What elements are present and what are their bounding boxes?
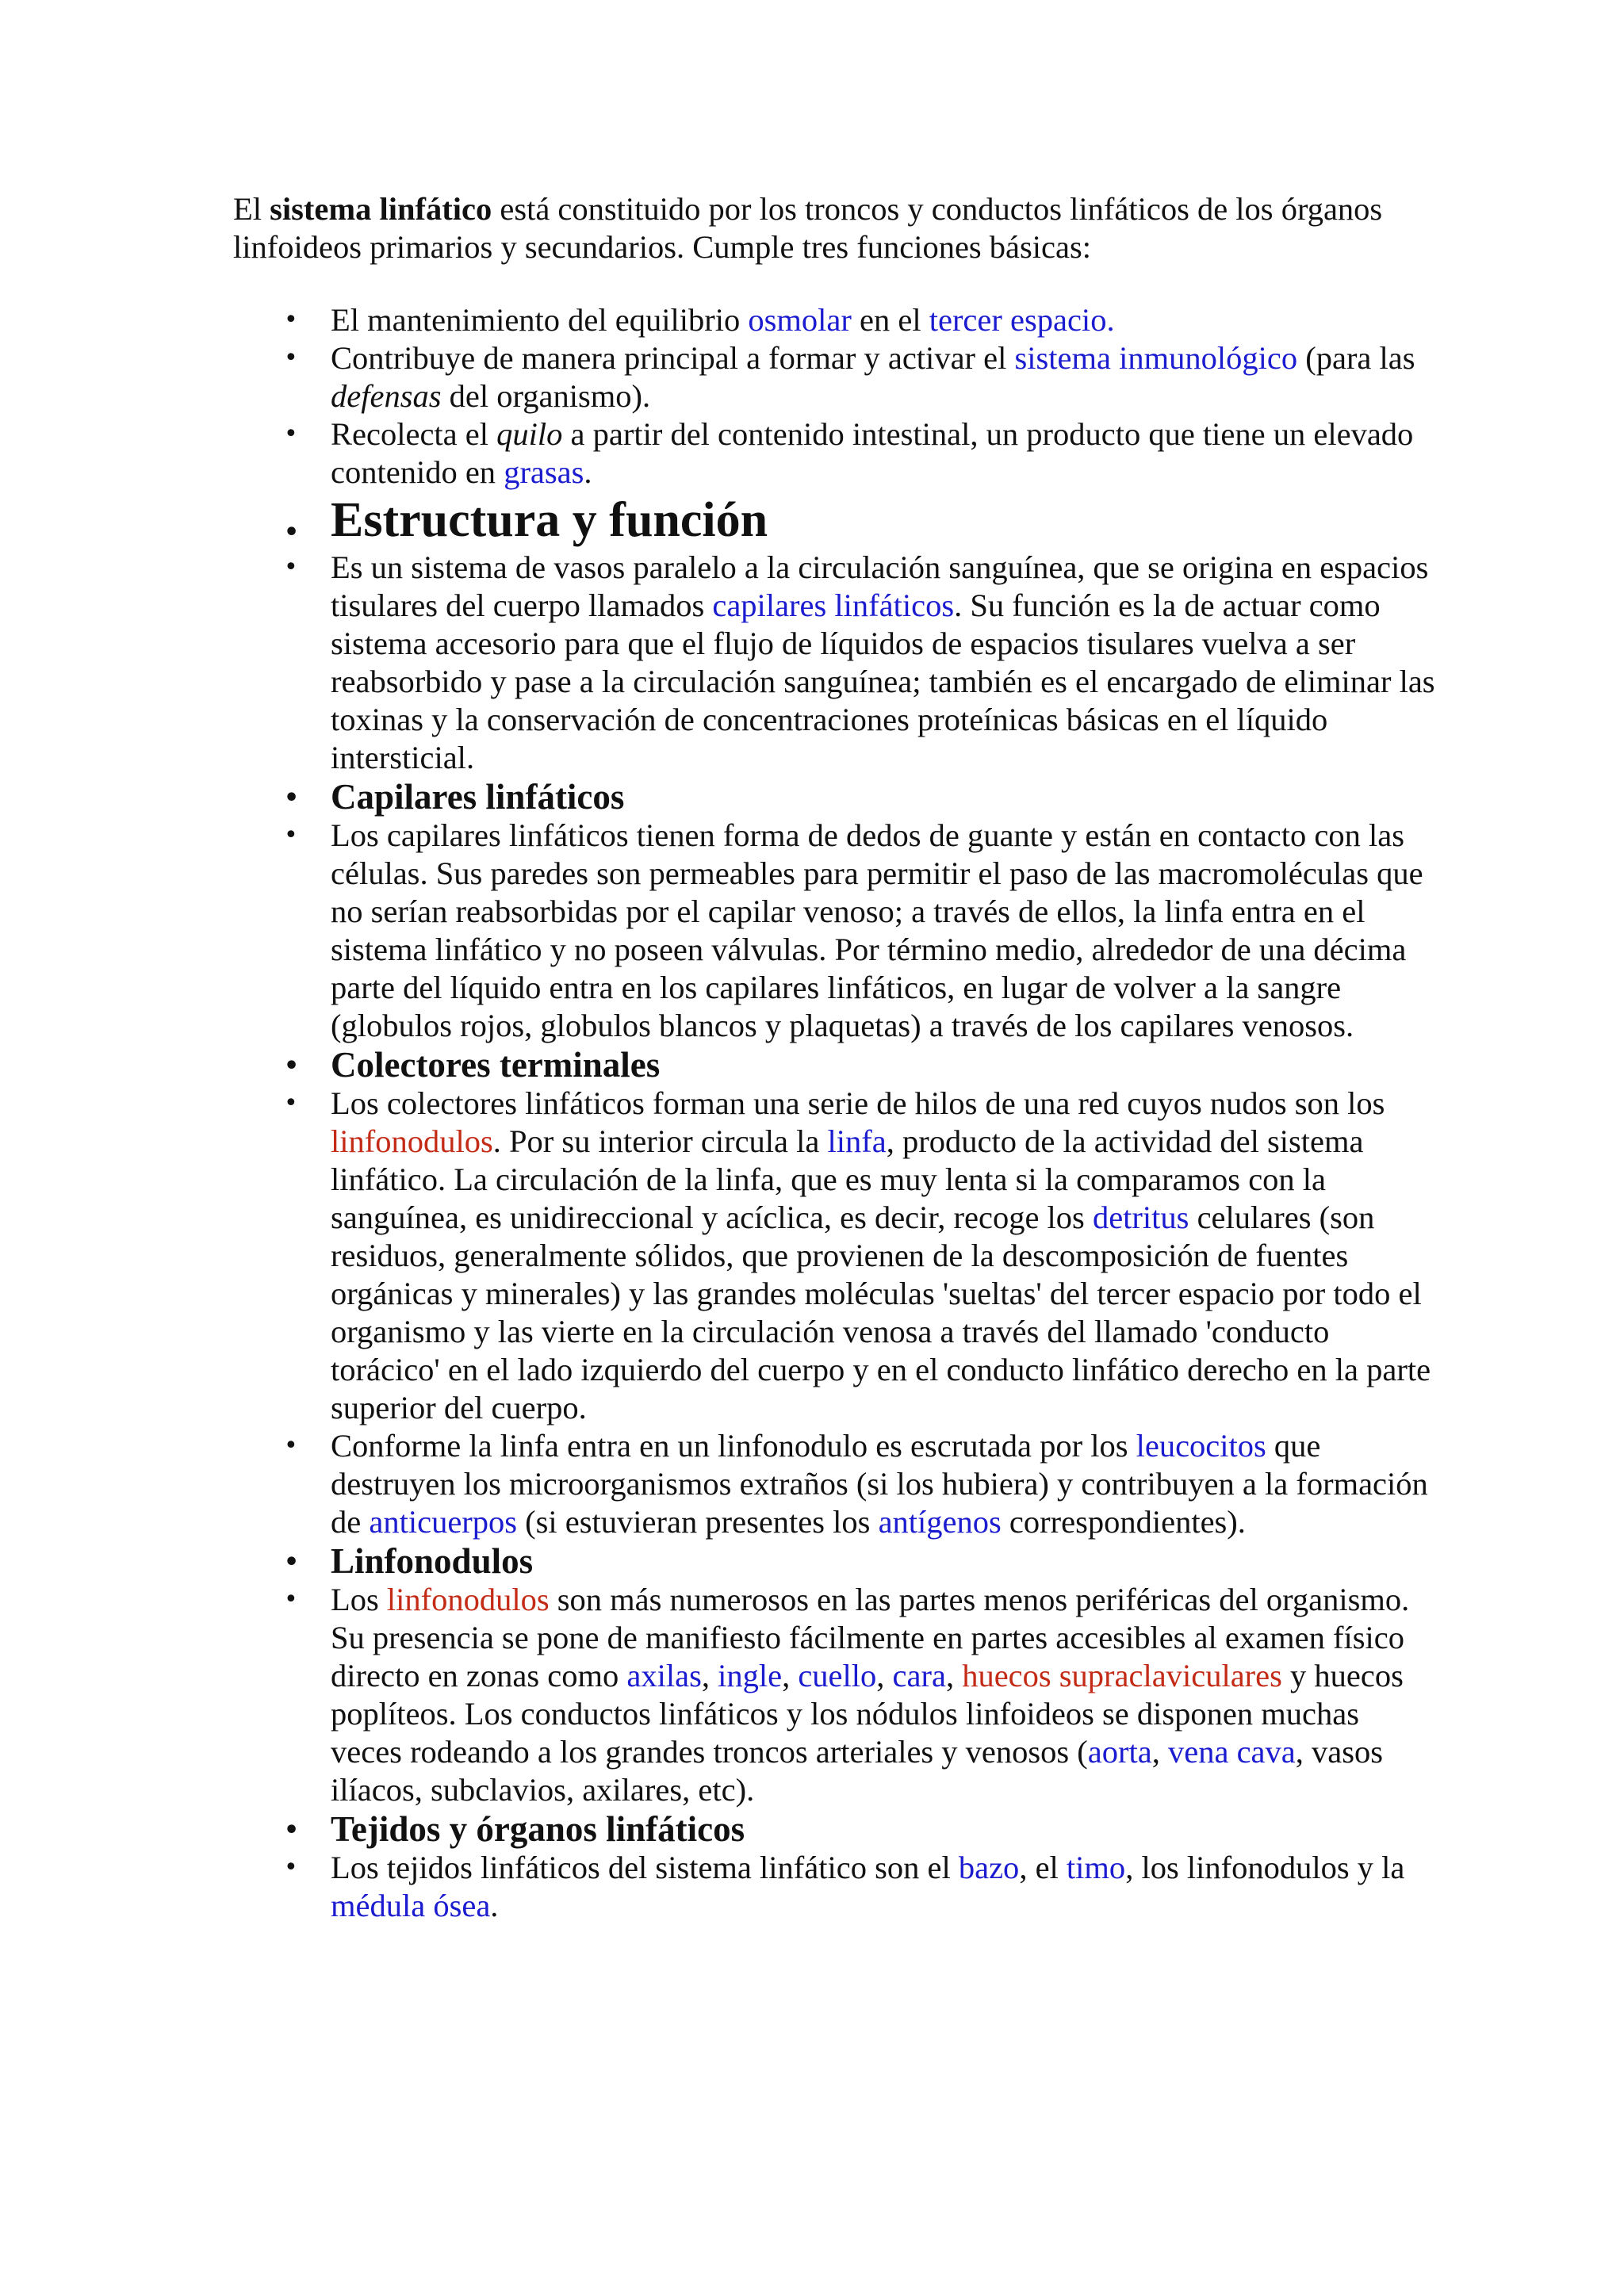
link-linfonodulos[interactable]: linfonodulos xyxy=(386,1582,550,1617)
intro-paragraph xyxy=(233,190,1438,266)
item-text: , xyxy=(876,1658,893,1693)
item-text: (para las xyxy=(1297,340,1415,376)
item-text: Los colectores linfáticos forman una serie de hilos de una red cuyos nudos son los xyxy=(331,1085,1385,1121)
item-text: . xyxy=(490,1888,499,1923)
item-text: que destruyen los microorganismos extraños (si los hubiera) y contribuyen a la formación de xyxy=(331,1428,1428,1540)
link-huecos-supraclaviculares[interactable]: huecos supraclaviculares xyxy=(962,1658,1282,1693)
list-item xyxy=(233,1849,1438,1925)
link-leucocitos[interactable]: leucocitos xyxy=(1136,1428,1266,1464)
intro-text: está constituido por los troncos y conductos linfáticos de los órganos linfoideos primarios y secundarios. Cumple tres funciones básicas: xyxy=(233,191,1383,265)
item-text: a partir del contenido intestinal, un producto que tiene un elevado contenido en xyxy=(331,416,1414,490)
list-item xyxy=(233,1581,1438,1809)
link-bazo[interactable]: bazo xyxy=(958,1850,1020,1885)
intro-text: El xyxy=(233,191,270,227)
item-text: Contribuye de manera principal a formar y activar el xyxy=(331,340,1015,376)
link-anticuerpos[interactable]: anticuerpos xyxy=(369,1504,518,1540)
item-text: El mantenimiento del equilibrio xyxy=(331,302,749,338)
item-text: , xyxy=(945,1658,963,1693)
item-text: . xyxy=(584,454,592,490)
item-text: Conforme la linfa entra en un linfonodulo es escrutada por los xyxy=(331,1428,1136,1464)
link-linfonodulos[interactable]: linfonodulos xyxy=(331,1123,493,1159)
list-item xyxy=(233,1085,1438,1427)
item-text: . Su función es la de actuar como sistema accesorio para que el flujo de líquidos de espacios tisulares vuelva a ser reabsorbido y pase a la circulación sanguínea; también es el encargado de eliminar las toxinas y la conservación de concentraciones proteínicas básicas en el líquido intersticial. xyxy=(331,587,1435,775)
item-text: del organismo). xyxy=(441,378,651,414)
section-heading-tejidos: • Tejidos y órganos linfáticos xyxy=(233,1809,1438,1849)
emphasis-text: defensas xyxy=(331,378,442,414)
link-aorta[interactable]: aorta xyxy=(1087,1734,1152,1770)
link-grasas[interactable]: grasas xyxy=(504,454,584,490)
list-item xyxy=(233,1427,1438,1541)
link-timo[interactable]: timo xyxy=(1066,1850,1126,1885)
content-list xyxy=(233,301,1438,1925)
item-text: celulares (son residuos, generalmente sólidos, que provienen de la descomposición de fuentes orgánicas y minerales) y las grandes moléculas 'sueltas' del tercer espacio por todo el organismo y las vierte en la circulación venosa a través del llamado 'conducto torácico' en el lado izquierdo del cuerpo y en el conducto linfático derecho en la parte superior del cuerpo. xyxy=(331,1200,1431,1425)
item-text: (si estuvieran presentes los xyxy=(517,1504,879,1540)
item-text: , xyxy=(701,1658,718,1693)
item-text: Es un sistema de vasos paralelo a la circulación sanguínea, que se origina en espacios tisulares del cuerpo llamados xyxy=(331,549,1429,623)
list-item xyxy=(233,301,1438,339)
link-vena-cava[interactable]: vena cava xyxy=(1168,1734,1296,1770)
link-sistema-inmunologico[interactable]: sistema inmunológico xyxy=(1014,340,1298,376)
item-text: . Por su interior circula la xyxy=(492,1123,828,1159)
item-text: Recolecta el xyxy=(331,416,497,452)
item-text: , xyxy=(1151,1734,1168,1770)
item-text: , los linfonodulos y la xyxy=(1125,1850,1405,1885)
intro-bold-term: sistema linfático xyxy=(270,191,492,227)
list-item xyxy=(233,339,1438,415)
list-item: • Los capilares linfáticos tienen forma de dedos de guante y están en contacto con las células. Sus paredes son permeables para permitir el paso de las macromoléculas que no serían reabsorbidas por el capilar venoso; a través de ellos, la linfa entra en el sistema linfático y no poseen válvulas. Por término medio, alrededor de una décima parte del líquido entra en los capilares linfáticos, en lugar de volver a la sangre (globulos rojos, globulos blancos y plaquetas) a través de los capilares venosos. xyxy=(233,817,1438,1045)
section-heading-capilares: • Capilares linfáticos xyxy=(233,777,1438,817)
item-text: y huecos poplíteos. Los conductos linfáticos y los nódulos linfoideos se disponen muchas veces rodeando a los grandes troncos arteriales y venosos ( xyxy=(331,1658,1404,1770)
section-heading-colectores: • Colectores terminales xyxy=(233,1045,1438,1085)
item-text: , el xyxy=(1019,1850,1067,1885)
list-item xyxy=(233,415,1438,492)
item-text: Los xyxy=(331,1582,387,1617)
link-axilas[interactable]: axilas xyxy=(626,1658,702,1693)
emphasis-text: quilo xyxy=(496,416,563,452)
link-linfa[interactable]: linfa xyxy=(827,1123,887,1159)
item-text: correspondientes). xyxy=(1001,1504,1246,1540)
link-osmolar[interactable]: osmolar xyxy=(748,302,852,338)
link-antigenos[interactable]: antígenos xyxy=(878,1504,1002,1540)
item-text: , xyxy=(782,1658,799,1693)
item-text: , vasos ilíacos, subclavios, axilares, etc). xyxy=(331,1734,1384,1808)
link-cara[interactable]: cara xyxy=(892,1658,946,1693)
link-cuello[interactable]: cuello xyxy=(798,1658,877,1693)
link-capilares-linfaticos[interactable]: capilares linfáticos xyxy=(712,587,955,623)
item-text: en el xyxy=(851,302,929,338)
section-heading-linfonodulos: • Linfonodulos xyxy=(233,1541,1438,1581)
link-tercer-espacio[interactable]: tercer espacio. xyxy=(929,302,1115,338)
item-text: son más numerosos en las partes menos periféricas del organismo. Su presencia se pone de manifiesto fácilmente en partes accesibles al examen físico directo en zonas como xyxy=(331,1582,1410,1693)
link-detritus[interactable]: detritus xyxy=(1092,1200,1189,1235)
item-text: Los tejidos linfáticos del sistema linfático son el xyxy=(331,1850,959,1885)
item-text: , producto de la actividad del sistema linfático. La circulación de la linfa, que es muy lenta si la comparamos con la sanguínea, es unidireccional y acíclica, es decir, recoge los xyxy=(331,1123,1364,1235)
list-item xyxy=(233,549,1438,777)
link-medula-osea[interactable]: médula ósea xyxy=(331,1888,491,1923)
section-heading-estructura: • Estructura y función xyxy=(233,492,1438,549)
link-ingle[interactable]: ingle xyxy=(718,1658,783,1693)
